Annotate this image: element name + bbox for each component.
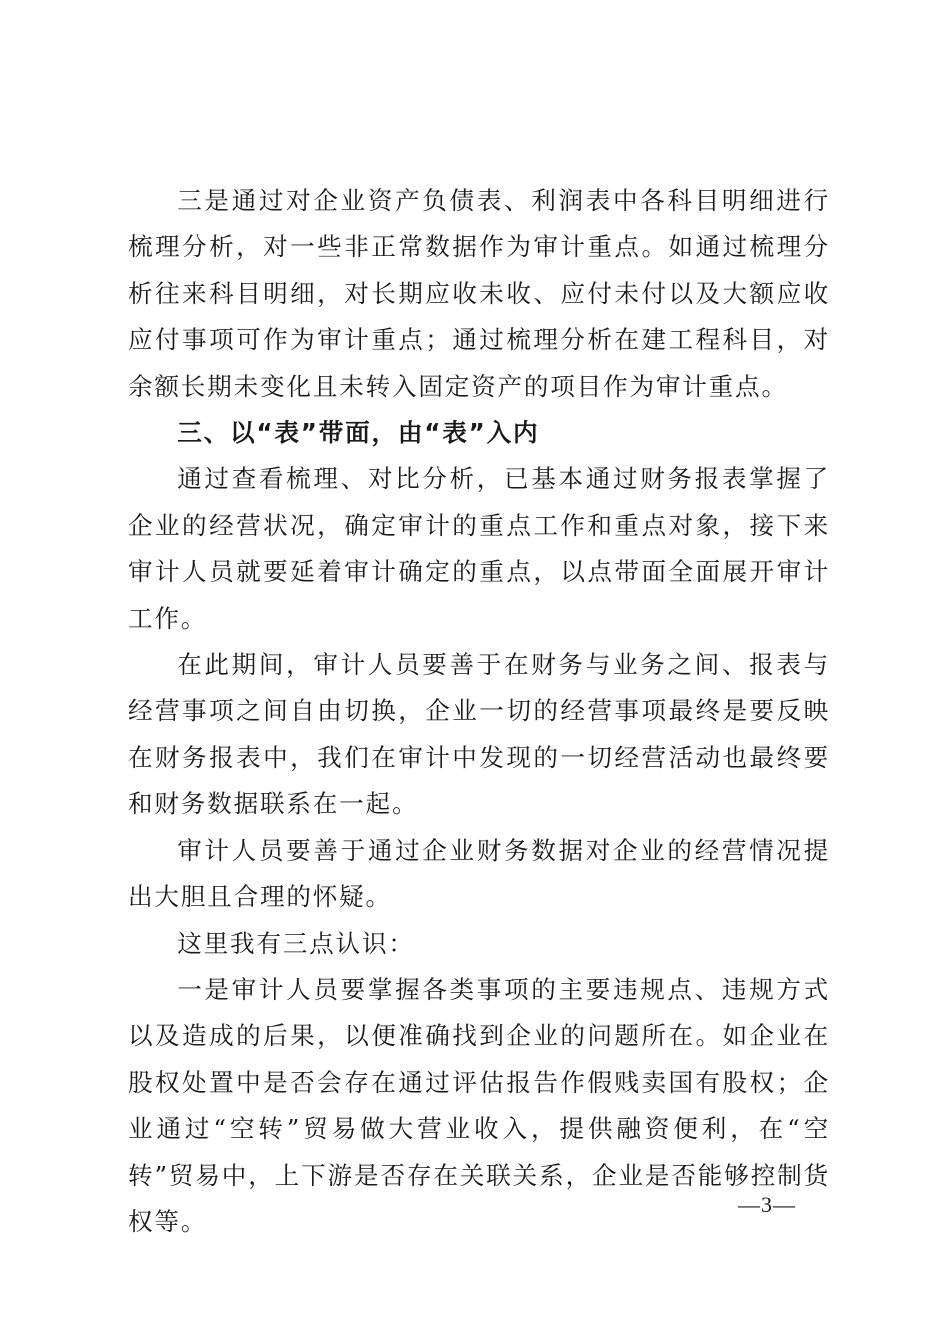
paragraph-point-one: 一是审计人员要掌握各类事项的主要违规点、违规方式以及造成的后果，以便准确找到企业的问题所在。如企业在股权处置中是否会存在通过评估报告作假贱卖国有股权；企业通过“空转”贸易做大营业收入，提供融资便利，在“空转”贸易中，上下游是否存在关联关系，企业是否能够控制货权等。 bbox=[128, 974, 830, 1236]
paragraph-reasonable-doubt: 审计人员要善于通过企业财务数据对企业的经营情况提出大胆且合理的怀疑。 bbox=[128, 835, 830, 912]
paragraph-review-analysis: 通过查看梳理、对比分析，已基本通过财务报表掌握了企业的经营状况，确定审计的重点工作和重点对象，接下来审计人员就要延着审计确定的重点，以点带面全面展开审计工作。 bbox=[128, 464, 830, 633]
page-number: —3— bbox=[738, 1192, 796, 1217]
paragraph-three-points: 这里我有三点认识： bbox=[177, 928, 415, 958]
section-heading: 三、以“表”带面，由“表”入内 bbox=[177, 418, 540, 448]
paragraph-audit-focus: 三是通过对企业资产负债表、利润表中各科目明细进行梳理分析，对一些非正常数据作为审计重点。如通过梳理分析往来科目明细，对长期应收未收、应付未付以及大额应收应付事项可作为审计重点；通过梳理分析在建工程科目，对余额长期未变化且未转入固定资产的项目作为审计重点。 bbox=[128, 186, 830, 401]
paragraph-finance-business: 在此期间，审计人员要善于在财务与业务之间、报表与经营事项之间自由切换，企业一切的经营事项最终是要反映在财务报表中，我们在审计中发现的一切经营活动也最终要和财务数据联系在一起。 bbox=[128, 650, 830, 819]
document-body bbox=[128, 178, 830, 1245]
